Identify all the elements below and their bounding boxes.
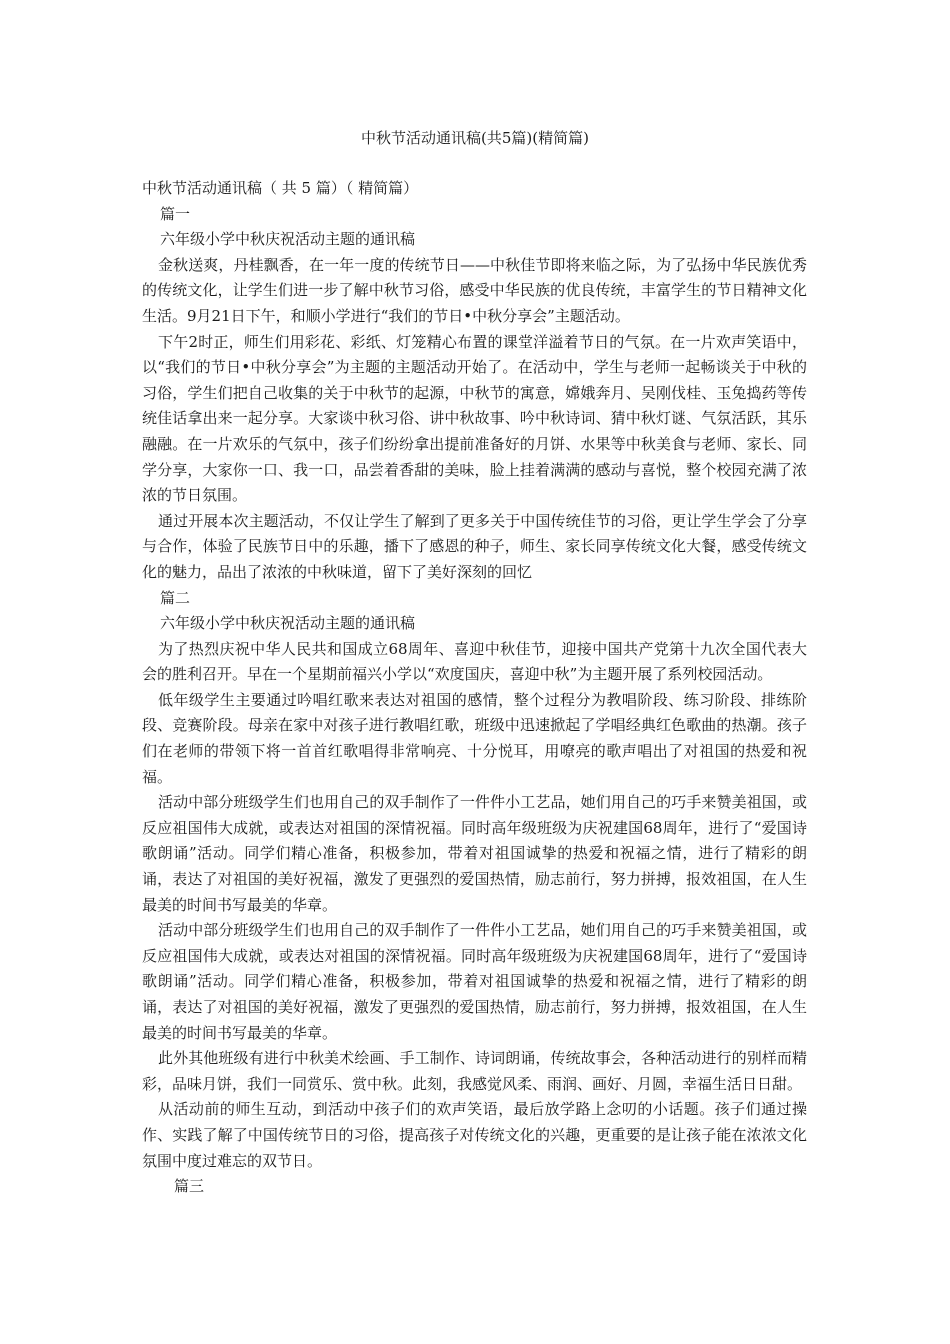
- section-heading-1: 六年级小学中秋庆祝活动主题的通讯稿: [160, 230, 416, 249]
- paragraph: 下午2时正，师生们用彩花、彩纸、灯笼精心布置的课堂洋溢着节日的气氛。在一片欢声笑语中，以“我们的节日•中秋分享会”为主题的主题活动开始了。在活动中，学生与老师一起畅谈关于中秋的习俗，学生们把自己收集的关于中秋节的起源，中秋节的寓意，嫦娥奔月、吴刚伐桂、玉兔捣药等传统佳话拿出来一起分享。大家谈中秋习俗、讲中秋故事、吟中秋诗词、猜中秋灯谜、气氛活跃，其乐融融。在一片欢乐的气氛中，孩子们纷纷拿出提前准备好的月饼、水果等中秋美食与老师、家长、同学分享，大家你一口、我一口，品尝着香甜的美味，脸上挂着满满的感动与喜悦，整个校园充满了浓浓的节日氛围。: [142, 332, 807, 505]
- paragraph: 为了热烈庆祝中华人民共和国成立68周年、喜迎中秋佳节，迎接中国共产党第十九次全国代表大会的胜利召开。早在一个星期前福兴小学以“欢度国庆，喜迎中秋”为主题开展了系列校园活动。: [142, 639, 807, 684]
- paragraph: 金秋送爽，丹桂飘香，在一年一度的传统节日——中秋佳节即将来临之际，为了弘扬中华民族优秀的传统文化，让学生们进一步了解中秋节习俗，感受中华民族的优良传统，丰富学生的节日精神文化生活。9月21日下午，和顺小学进行“我们的节日•中秋分享会”主题活动。: [142, 255, 807, 325]
- page-title: 中秋节活动通讯稿(共5篇)(精简篇): [361, 129, 589, 147]
- section-heading-2: 六年级小学中秋庆祝活动主题的通讯稿: [160, 614, 416, 633]
- paragraph: 从活动前的师生互动，到活动中孩子们的欢声笑语，最后放学路上念叨的小话题。孩子们通过操作、实践了解了中国传统节日的习俗，提高孩子对传统文化的兴趣，更重要的是让孩子能在浓浓文化氛围中度过难忘的双节日。: [142, 1100, 807, 1170]
- document-body: [142, 176, 807, 1200]
- paragraph: 此外其他班级有进行中秋美术绘画、手工制作、诗词朗诵，传统故事会，各种活动进行的别样而精彩，品味月饼，我们一同赏乐、赏中秋。此刻，我感觉风柔、雨润、画好、月圆，幸福生活日日甜。: [142, 1049, 807, 1093]
- paragraph: 低年级学生主要通过吟唱红歌来表达对祖国的感情，整个过程分为教唱阶段、练习阶段、排练阶段、竞赛阶段。母亲在家中对孩子进行教唱红歌，班级中迅速掀起了学唱经典红色歌曲的热潮。孩子们在老师的带领下将一首首红歌唱得非常响亮、十分悦耳，用嘹亮的歌声唱出了对祖国的热爱和祝福。: [142, 690, 807, 786]
- paragraph: 活动中部分班级学生们也用自己的双手制作了一件件小工艺品，她们用自己的巧手来赞美祖国，或反应祖国伟大成就，或表达对祖国的深情祝福。同时高年级班级为庆祝建国68周年，进行了“爱国诗歌朗诵”活动。同学们精心准备，积极参加，带着对祖国诚挚的热爱和祝福之情，进行了精彩的朗诵，表达了对祖国的美好祝福，激发了更强烈的爱国热情，励志前行，努力拼搏，报效祖国，在人生最美的时间书写最美的华章。: [142, 793, 807, 914]
- section-label-2: 篇二: [160, 588, 191, 607]
- paragraph: 通过开展本次主题活动，不仅让学生了解到了更多关于中国传统佳节的习俗，更让学生学会了分享与合作，体验了民族节日中的乐趣，播下了感恩的种子，师生、家长同享传统文化大餐，感受传统文化的魅力，品出了浓浓的中秋味道，留下了美好深刻的回忆: [142, 511, 807, 581]
- section-label-1: 篇一: [160, 204, 191, 223]
- section-label-3: 篇三: [174, 1177, 205, 1196]
- document-subtitle: 中秋节活动通讯稿（ 共 5 篇）（ 精简篇）: [142, 179, 419, 197]
- paragraph: 活动中部分班级学生们也用自己的双手制作了一件件小工艺品，她们用自己的巧手来赞美祖国，或反应祖国伟大成就，或表达对祖国的深情祝福。同时高年级班级为庆祝建国68周年，进行了“爱国诗歌朗诵”活动。同学们精心准备，积极参加，带着对祖国诚挚的热爱和祝福之情，进行了精彩的朗诵，表达了对祖国的美好祝福，激发了更强烈的爱国热情，励志前行，努力拼搏，报效祖国，在人生最美的时间书写最美的华章。: [142, 921, 807, 1042]
